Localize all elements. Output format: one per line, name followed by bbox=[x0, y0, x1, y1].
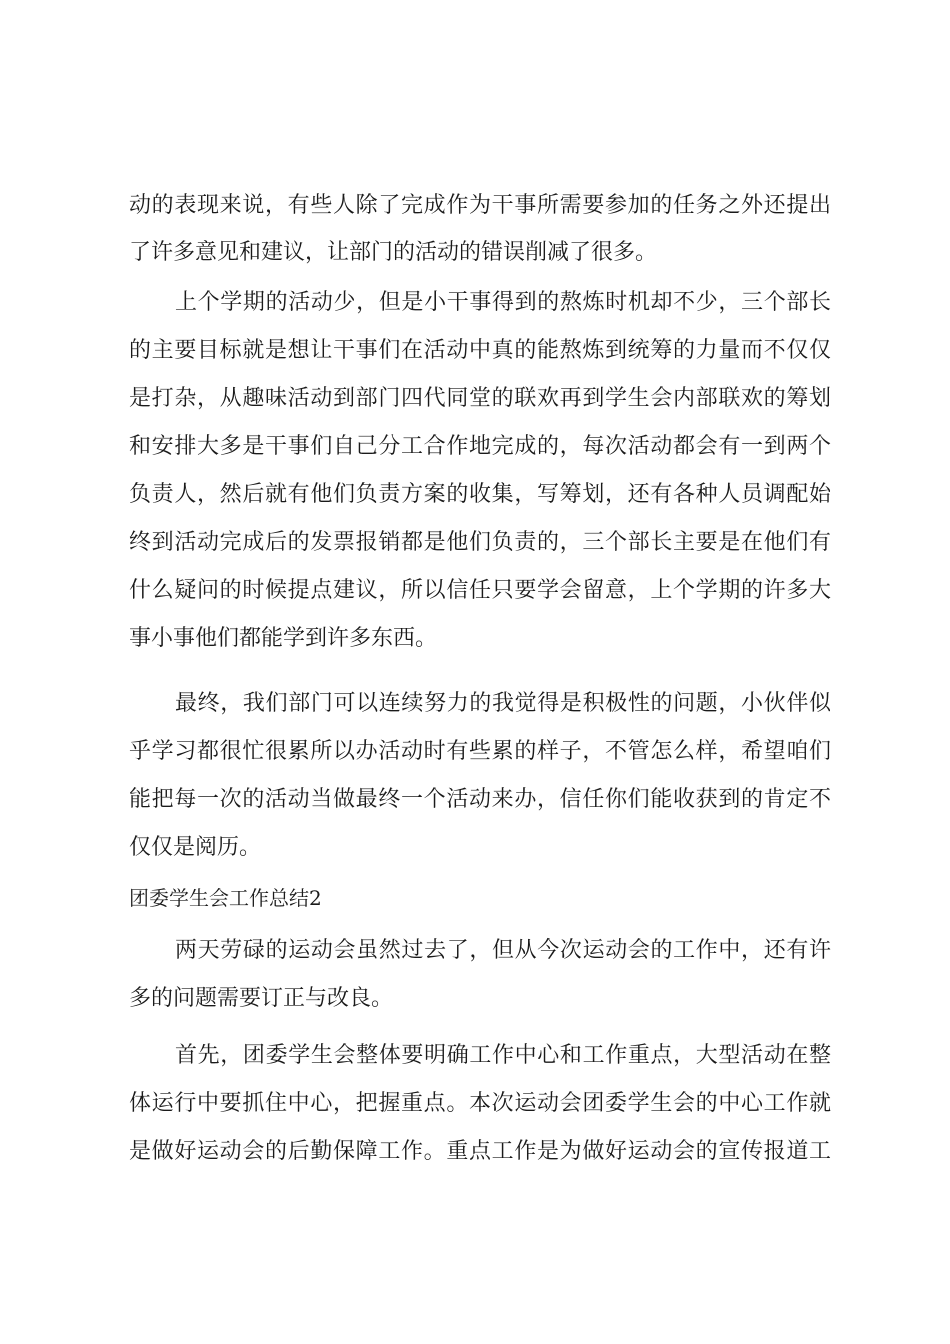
paragraph-line: 的主要目标就是想让干事们在活动中真的能熬炼到统筹的力量而不仅仅 bbox=[129, 338, 831, 363]
paragraph-line: 负责人，然后就有他们负责方案的收集，写筹划，还有各种人员调配始 bbox=[129, 482, 831, 507]
paragraph-line: 是打杂，从趣味活动到部门四代同堂的联欢再到学生会内部联欢的筹划 bbox=[129, 386, 831, 411]
paragraph-line: 体运行中要抓住中心，把握重点。本次运动会团委学生会的中心工作就 bbox=[129, 1091, 831, 1116]
paragraph-line: 最终，我们部门可以连续努力的我觉得是积极性的问题，小伙伴似 bbox=[175, 691, 831, 716]
paragraph-line: 多的问题需要订正与改良。 bbox=[129, 986, 394, 1011]
paragraph-line: 动的表现来说，有些人除了完成作为干事所需要参加的任务之外还提出 bbox=[129, 193, 831, 218]
paragraph-line: 和安排大多是干事们自己分工合作地完成的，每次活动都会有一到两个 bbox=[129, 434, 831, 459]
paragraph-line: 了许多意见和建议，让部门的活动的错误削减了很多。 bbox=[129, 240, 658, 265]
section-heading: 团委学生会工作总结2 bbox=[129, 886, 322, 910]
paragraph-line: 什么疑问的时候提点建议，所以信任只要学会留意，上个学期的许多大 bbox=[129, 578, 831, 603]
paragraph-line: 上个学期的活动少，但是小干事得到的熬炼时机却不少，三个部长 bbox=[175, 290, 831, 315]
paragraph-line: 乎学习都很忙很累所以办活动时有些累的样子，不管怎么样，希望咱们 bbox=[129, 739, 831, 764]
paragraph-line: 两天劳碌的运动会虽然过去了，但从今次运动会的工作中，还有许 bbox=[175, 938, 831, 963]
paragraph-line: 事小事他们都能学到许多东西。 bbox=[129, 626, 438, 651]
paragraph-line: 终到活动完成后的发票报销都是他们负责的，三个部长主要是在他们有 bbox=[129, 530, 831, 555]
paragraph-line: 首先，团委学生会整体要明确工作中心和工作重点，大型活动在整 bbox=[175, 1043, 831, 1068]
paragraph-line: 仅仅是阅历。 bbox=[129, 835, 262, 860]
paragraph-line: 能把每一次的活动当做最终一个活动来办，信任你们能收获到的肯定不 bbox=[129, 787, 831, 812]
paragraph-line: 是做好运动会的后勤保障工作。重点工作是为做好运动会的宣传报道工 bbox=[129, 1139, 831, 1164]
